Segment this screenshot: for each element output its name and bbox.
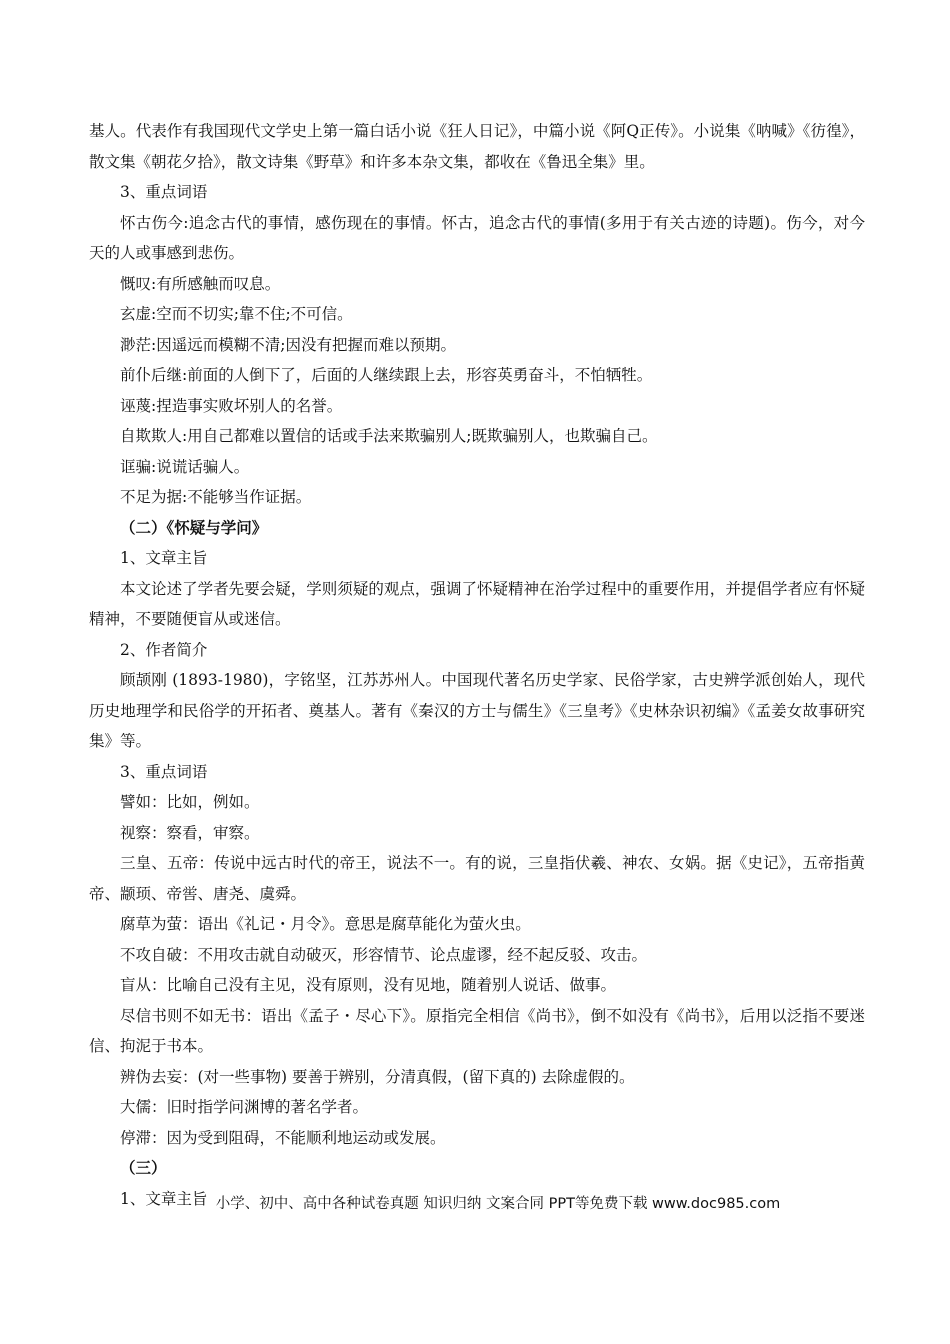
section-heading-2: （二）《怀疑与学问》	[120, 517, 268, 537]
document-body	[89, 116, 865, 1214]
subheading-key-words-1: 3、重点词语	[120, 183, 208, 201]
term-shicha: 视察：察看，审察。	[120, 823, 260, 842]
term-wumie: 诬蔑:捏造事实败坏别人的名誉。	[120, 396, 343, 415]
term-qianpu-houji: 前仆后继:前面的人倒下了，后面的人继续跟上去，形容英勇奋斗，不怕牺牲。	[120, 366, 653, 384]
page-footer: 小学、初中、高中各种试卷真题 知识归纳 文案合同 PPT等免费下载 www.doc985.com	[215, 1196, 781, 1212]
term-jinxinshu: 尽信书则不如无书：语出《孟子・尽心下》。原指完全相信《尚书》，倒不如没有《尚书》，后用以泛指不要迷信、拘泥于书本。	[89, 1006, 865, 1055]
subheading-theme-2: 1、文章主旨	[120, 549, 208, 567]
paragraph-author-works: 基人。代表作有我国现代文学史上第一篇白话小说《狂人日记》，中篇小说《阿Q正传》。小说集《呐喊》《彷徨》，散文集《朝花夕拾》，散文诗集《野草》和许多本杂文集，都收在《鲁迅全集》里。	[89, 122, 865, 171]
term-ziqi-qiren: 自欺欺人:用自己都难以置信的话或手法来欺骗别人;既欺骗别人，也欺骗自己。	[120, 427, 658, 445]
term-daru: 大儒：旧时指学问渊博的著名学者。	[120, 1098, 369, 1116]
term-sanhuang-wudi: 三皇、五帝：传说中远古时代的帝王，说法不一。有的说，三皇指伏羲、神农、女娲。据《史记》，五帝指黄帝、颛顼、帝喾、唐尧、虞舜。	[89, 854, 865, 903]
section-heading-3: （三）	[120, 1158, 167, 1177]
paragraph-author-2: 顾颉刚 (1893-1980)，字铭坚，江苏苏州人。中国现代著名历史学家、民俗学家，古史辨学派创始人，现代历史地理学和民俗学的开拓者、奠基人。著有《秦汉的方士与儒生》《三皇考》《史林杂识初编》《孟姜女故事研究集》等。	[89, 671, 865, 750]
term-bianwei-quwang: 辨伪去妄：(对一些事物) 要善于辨别，分清真假，(留下真的) 去除虚假的。	[120, 1067, 635, 1086]
term-buzu-weiju: 不足为据:不能够当作证据。	[120, 488, 312, 506]
term-miaomang: 渺茫:因遥远而模糊不清;因没有把握而难以预期。	[120, 335, 456, 354]
subheading-author-2: 2、作者简介	[120, 640, 208, 659]
subheading-theme-3: 1、文章主旨	[120, 1189, 208, 1208]
term-fucao-weiying: 腐草为萤：语出《礼记・月令》。意思是腐草能化为萤火虫。	[120, 915, 531, 933]
term-huaigu-shangjin: 怀古伤今:追念古代的事情，感伤现在的事情。怀古，追念古代的事情(多用于有关古迹的诗题)。伤今，对今天的人或事感到悲伤。	[89, 213, 865, 262]
term-kaitan: 慨叹:有所感触而叹息。	[120, 274, 281, 293]
term-bugong-zipo: 不攻自破：不用攻击就自动破灭，形容情节、论点虚谬，经不起反驳、攻击。	[120, 945, 648, 964]
term-xuanxu: 玄虚:空而不切实;靠不住;不可信。	[120, 305, 353, 323]
term-kuangpian: 诓骗:说谎话骗人。	[120, 457, 250, 476]
subheading-key-words-2: 3、重点词语	[120, 762, 208, 781]
paragraph-theme-2: 本文论述了学者先要会疑，学则须疑的观点，强调了怀疑精神在治学过程中的重要作用，并提倡学者应有怀疑精神，不要随便盲从或迷信。	[89, 579, 865, 628]
term-mangcong: 盲从：比喻自己没有主见，没有原则，没有见地，随着别人说话、做事。	[120, 976, 617, 994]
term-piru: 譬如：比如，例如。	[120, 793, 260, 811]
term-tingzhi: 停滞：因为受到阻碍，不能顺利地运动或发展。	[120, 1128, 446, 1147]
